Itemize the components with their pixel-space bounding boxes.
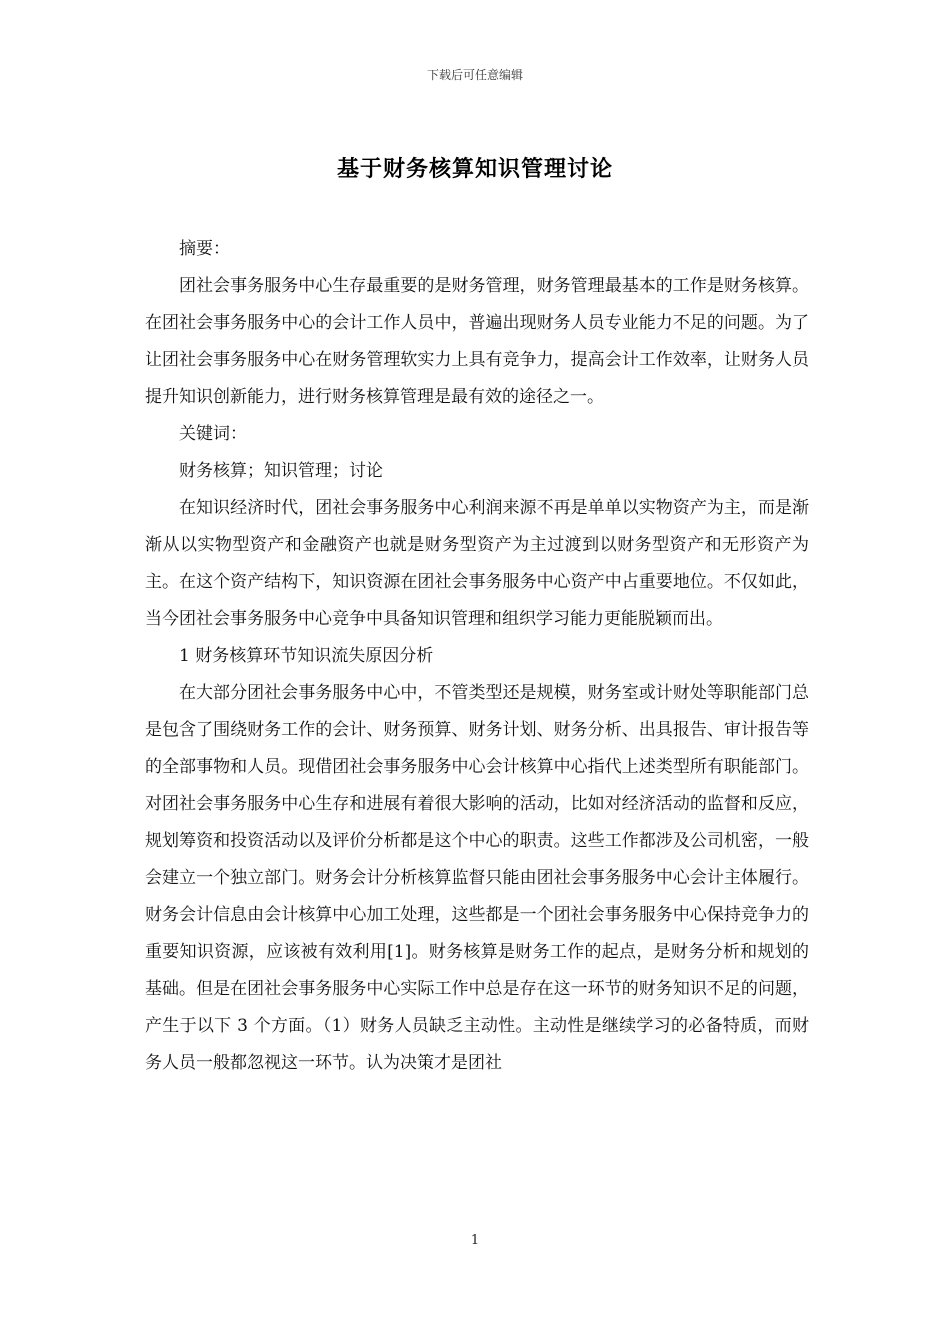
keywords-label: 关键词： [179,424,247,444]
keywords-paragraph: 财务核算；知识管理；讨论 [179,461,383,481]
document-body [145,231,809,1082]
intro-paragraph: 在知识经济时代，团社会事务服务中心利润来源不再是单单以实物资产为主，而是渐渐从以实物型资产和金融资产也就是财务型资产为主过渡到以财务型资产和无形资产为主。在这个资产结构下，知识资源在团社会事务服务中心资产中占重要地位。不仅如此，当今团社会事务服务中心竞争中具备知识管理和组织学习能力更能脱颖而出。 [145,498,809,629]
page-number: 1 [470,1233,480,1248]
section-1-paragraph: 在大部分团社会事务服务中心中，不管类型还是规模，财务室或计财处等职能部门总是包含了围绕财务工作的会计、财务预算、财务计划、财务分析、出具报告、审计报告等的全部事物和人员。现借团社会事务服务中心会计核算中心指代上述类型所有职能部门。对团社会事务服务中心生存和进展有着很大影响的活动，比如对经济活动的监督和反应，规划筹资和投资活动以及评价分析都是这个中心的职责。这些工作都涉及公司机密，一般会建立一个独立部门。财务会计分析核算监督只能由团社会事务服务中心会计主体履行。财务会计信息由会计核算中心加工处理，这些都是一个团社会事务服务中心保持竞争力的重要知识资源，应该被有效利用[1]。财务核算是财务工作的起点，是财务分析和规划的基础。但是在团社会事务服务中心实际工作中总是存在这一环节的财务知识不足的问题，产生于以下 3 个方面。（1）财务人员缺乏主动性。主动性是继续学习的必备特质，而财务人员一般都忽视这一环节。认为决策才是团社 [145,683,809,1073]
abstract-paragraph: 团社会事务服务中心生存最重要的是财务管理，财务管理最基本的工作是财务核算。在团社会事务服务中心的会计工作人员中，普遍出现财务人员专业能力不足的问题。为了让团社会事务服务中心在财务管理软实力上具有竞争力，提高会计工作效率，让财务人员提升知识创新能力，进行财务核算管理是最有效的途径之一。 [145,276,809,407]
abstract-label: 摘要： [179,239,230,259]
section-1-heading: 1 财务核算环节知识流失原因分析 [179,646,434,666]
header-note: 下载后可任意编辑 [426,68,523,82]
document-title: 基于财务核算知识管理讨论 [336,156,613,182]
